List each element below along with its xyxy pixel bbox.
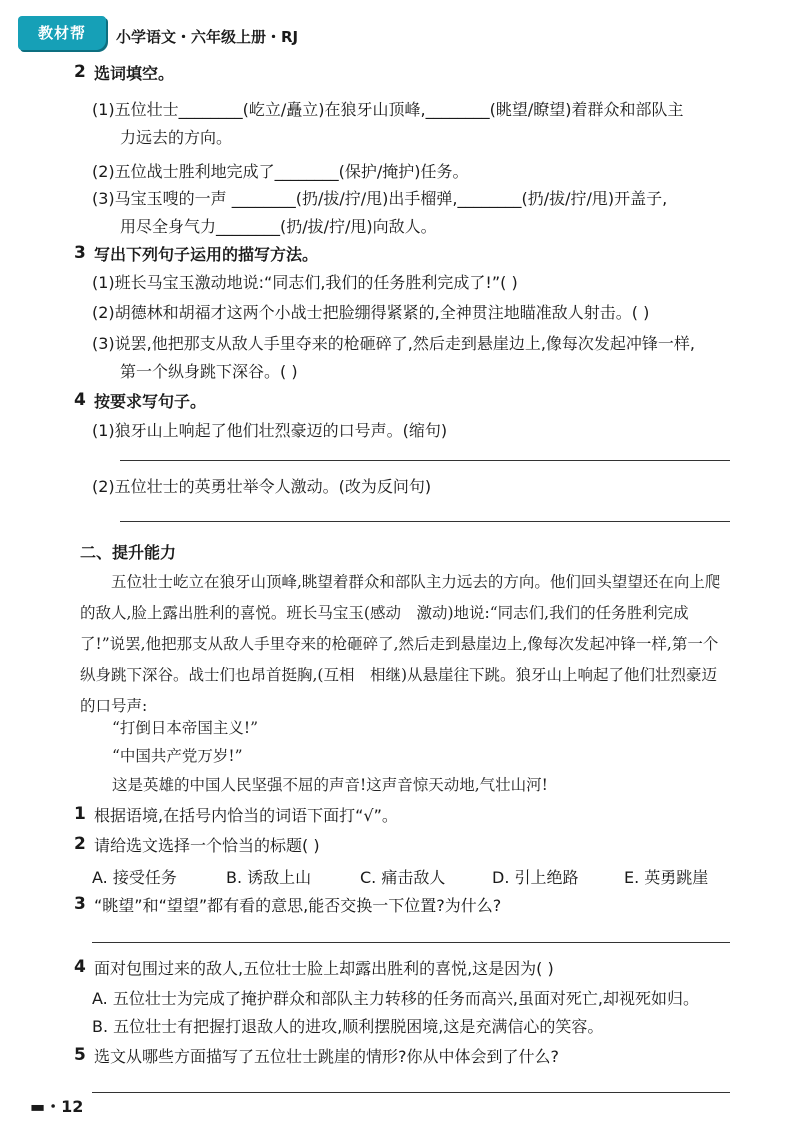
- passage-closing: 这是英雄的中国人民坚强不屈的声音!这声音惊天动地,气壮山河!: [112, 776, 548, 794]
- q2-item3-cont: 用尽全身气力________(扔/拔/拧/甩)向敌人。: [120, 217, 437, 236]
- p2-text: 请给选文选择一个恰当的标题( ): [94, 836, 320, 855]
- option-b[interactable]: B. 诱敌上山: [226, 868, 312, 887]
- p4-option-b[interactable]: B. 五位壮士有把握打退敌人的进攻,顺利摆脱困境,这是充满信心的笑容。: [92, 1017, 604, 1036]
- q4-item2: (2)五位壮士的英勇壮举令人激动。(改为反问句): [92, 477, 432, 496]
- p4-number: 4: [74, 957, 86, 977]
- q4-number: 4: [74, 390, 86, 410]
- option-a[interactable]: A. 接受任务: [92, 868, 177, 887]
- q4-item1: (1)狼牙山上响起了他们壮烈豪迈的口号声。(缩句): [92, 421, 448, 440]
- q2-title: 选词填空。: [94, 64, 175, 83]
- reading-passage: [80, 567, 730, 722]
- option-e[interactable]: E. 英勇跳崖: [624, 868, 709, 887]
- answer-line-p5[interactable]: [92, 1092, 730, 1093]
- passage-paragraph: 五位壮士屹立在狼牙山顶峰,眺望着群众和部队主力远去的方向。他们回头望望还在向上爬的敌人,脸上露出胜利的喜悦。班长马宝玉(感动 激动)地说:“同志们,我们的任务胜利完成了!”说罢,他把那支从敌人手里夺来的枪砸碎了,然后走到悬崖边上,像每次发起冲锋一样,第一个纵身跳下深谷。战士们也昂首挺胸,(互相 相继)从悬崖往下跳。狼牙山上响起了他们壮烈豪迈的口号声:: [80, 573, 721, 715]
- book-badge: 教材帮: [18, 16, 106, 50]
- p5-number: 5: [74, 1045, 86, 1065]
- q2-item1-cont: 力远去的方向。: [120, 128, 233, 147]
- passage-slogan-1: “打倒日本帝国主义!”: [112, 719, 259, 737]
- answer-line-p3[interactable]: [92, 942, 730, 943]
- passage-slogan-2: “中国共产党万岁!”: [112, 747, 243, 765]
- q3-item2: (2)胡德林和胡福才这两个小战士把脸绷得紧紧的,全神贯注地瞄准敌人射击。( ): [92, 303, 650, 322]
- p3-number: 3: [74, 894, 86, 914]
- p1-text: 根据语境,在括号内恰当的词语下面打“√”。: [94, 806, 398, 825]
- q3-item1: (1)班长马宝玉激动地说:“同志们,我们的任务胜利完成了!”( ): [92, 273, 518, 292]
- option-c[interactable]: C. 痛击敌人: [360, 868, 446, 887]
- p1-number: 1: [74, 804, 86, 824]
- q3-number: 3: [74, 243, 86, 263]
- q2-item3: (3)马宝玉嗖的一声 ________(扔/拔/拧/甩)出手榴弹,________(扔/拔/拧/甩)开盖子,: [92, 189, 668, 208]
- q3-title: 写出下列句子运用的描写方法。: [94, 245, 319, 264]
- q2-item2: (2)五位战士胜利地完成了________(保护/掩护)任务。: [92, 162, 469, 181]
- p4-option-a[interactable]: A. 五位壮士为完成了掩护群众和部队主力转移的任务而高兴,虽面对死亡,却视死如归。: [92, 989, 700, 1008]
- section-title: 二、提升能力: [80, 543, 177, 562]
- p2-number: 2: [74, 834, 86, 854]
- option-d[interactable]: D. 引上绝路: [492, 868, 579, 887]
- q4-title: 按要求写句子。: [94, 392, 207, 411]
- q3-item3: (3)说罢,他把那支从敌人手里夺来的枪砸碎了,然后走到悬崖边上,像每次发起冲锋一样,: [92, 334, 696, 353]
- p3-text: “眺望”和“望望”都有看的意思,能否交换一下位置?为什么?: [94, 896, 502, 915]
- q2-item1: (1)五位壮士________(屹立/矗立)在狼牙山顶峰,________(眺望/瞭望)着群众和部队主: [92, 100, 684, 119]
- answer-line-q4-2[interactable]: [120, 521, 730, 522]
- answer-line-q4-1[interactable]: [120, 460, 730, 461]
- p5-text: 选文从哪些方面描写了五位壮士跳崖的情形?你从中体会到了什么?: [94, 1047, 559, 1066]
- q2-number: 2: [74, 62, 86, 82]
- q3-item3-cont: 第一个纵身跳下深谷。( ): [120, 362, 298, 381]
- p4-text: 面对包围过来的敌人,五位壮士脸上却露出胜利的喜悦,这是因为( ): [94, 959, 554, 978]
- header-title: 小学语文・六年级上册・RJ: [116, 28, 299, 46]
- page-number: ▬・12: [30, 1097, 84, 1116]
